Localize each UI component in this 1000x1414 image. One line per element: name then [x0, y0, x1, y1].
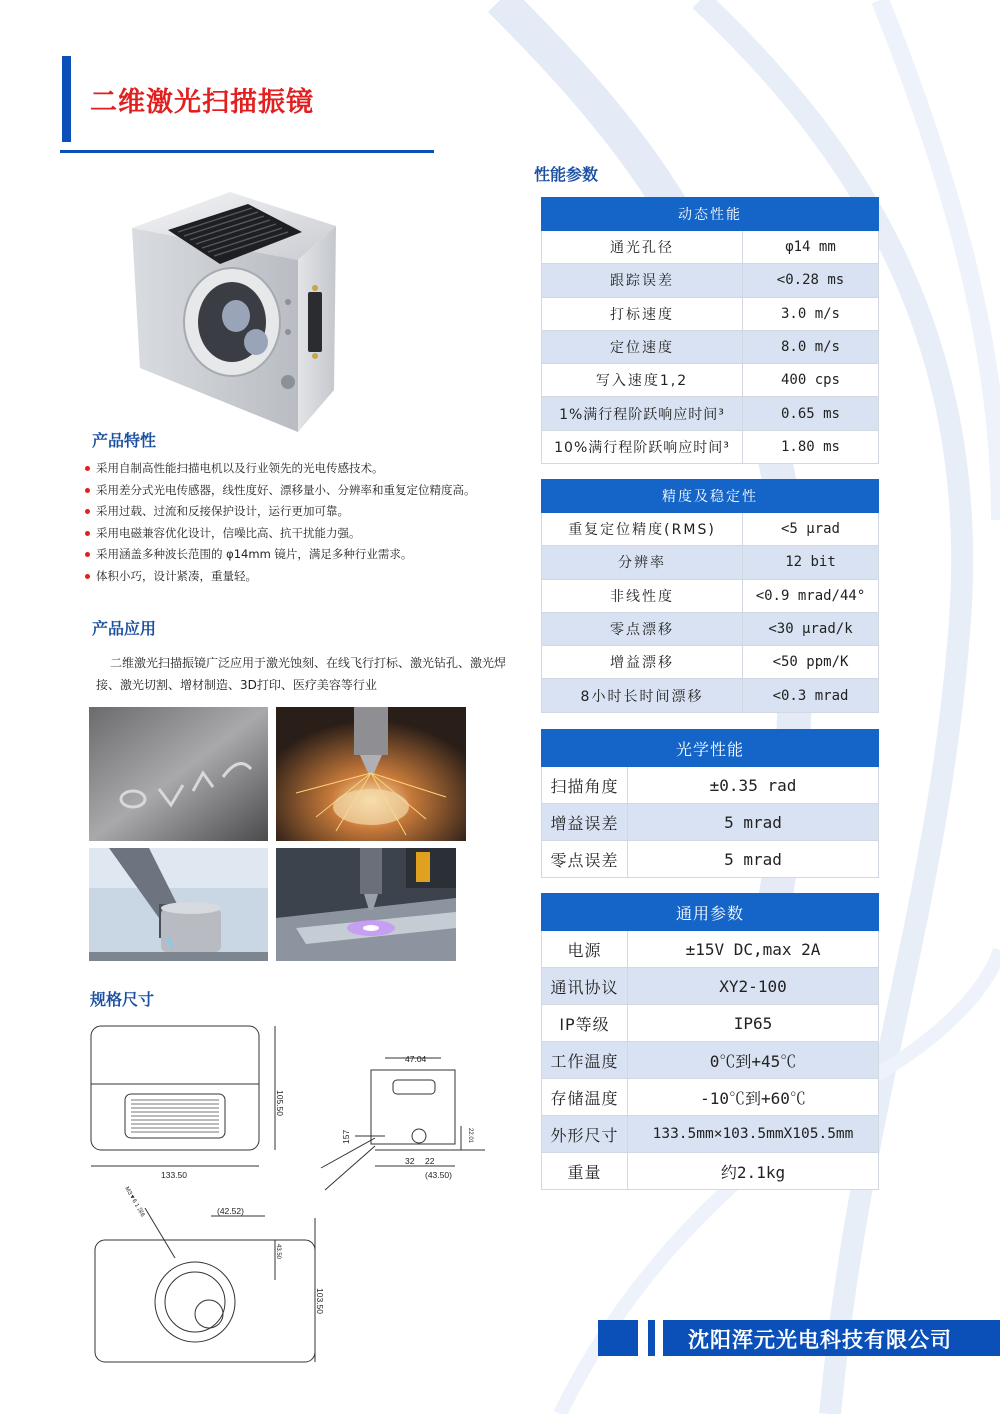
table-row	[542, 679, 879, 712]
table-row	[542, 364, 879, 397]
table-cell: 0.65 ms	[743, 397, 879, 430]
list-item: 采用涵盖多种波长范围的 φ14mm 镜片，满足多种行业需求。	[84, 544, 524, 566]
table-cell: 1.80 ms	[743, 430, 879, 463]
table-cell: 1%满行程阶跃响应时间³	[542, 397, 743, 430]
table-cell: 电源	[542, 931, 628, 968]
table-cell: <0.3 mrad	[743, 679, 879, 712]
applications-text: 二维激光扫描振镜广泛应用于激光蚀刻、在线飞行打标、激光钻孔、激光焊接、激光切割、增材制造、3D打印、医疗美容等行业	[96, 656, 507, 692]
table-cell: 跟踪误差	[542, 264, 743, 297]
dimensions-heading: 规格尺寸	[90, 990, 155, 1009]
list-item: 采用自制高性能扫描电机以及行业领先的光电传感技术。	[84, 458, 524, 480]
table-row	[542, 546, 879, 579]
laser-welding-photo	[89, 848, 268, 961]
table-cell: 零点漂移	[542, 612, 743, 645]
table-row	[542, 646, 879, 679]
laser-cutting-photo	[276, 707, 466, 841]
table-cell: 写入速度1,2	[542, 364, 743, 397]
table-row	[542, 1079, 879, 1116]
footer-accent-bar	[598, 1320, 638, 1356]
galvo-scanner-product-image	[128, 192, 338, 432]
table-row	[542, 612, 879, 645]
precision-stability-table	[541, 479, 878, 713]
table-cell: IP等级	[542, 1005, 628, 1042]
table-cell: <0.28 ms	[743, 264, 879, 297]
table-cell: 5 mrad	[628, 804, 879, 841]
table-row	[542, 841, 879, 878]
table-cell: 分辨率	[542, 546, 743, 579]
table-cell: 0℃到+45℃	[628, 1042, 879, 1079]
list-item: 采用差分式光电传感器，线性度好、漂移量小、分辨率和重复定位精度高。	[84, 480, 524, 502]
features-list	[84, 458, 524, 587]
dim-label: (42.52)	[217, 1206, 244, 1216]
table-row	[542, 1116, 879, 1153]
table-cell: 约2.1kg	[628, 1153, 879, 1190]
table-cell: ±0.35 rad	[628, 767, 879, 804]
table-cell: 重复定位精度(RMS)	[542, 513, 743, 546]
dim-label: 22.01	[467, 1128, 473, 1144]
table-cell: 3.0 m/s	[743, 297, 879, 330]
list-item: 采用电磁兼容优化设计，信噪比高、抗干扰能力强。	[84, 523, 524, 545]
table-row	[542, 931, 879, 968]
dim-label: 105.50	[275, 1090, 285, 1116]
table-cell: 10%满行程阶跃响应时间³	[542, 430, 743, 463]
table-row	[542, 579, 879, 612]
table-row	[542, 513, 879, 546]
list-item: 采用过载、过流和反接保护设计，运行更加可靠。	[84, 501, 524, 523]
table-cell: 工作温度	[542, 1042, 628, 1079]
dynamic-performance-table	[541, 197, 878, 464]
dim-label: 133.50	[161, 1170, 187, 1180]
table-row	[542, 264, 879, 297]
table-cell: <0.9 mrad/44°	[743, 579, 879, 612]
specs-heading: 性能参数	[534, 165, 599, 184]
dim-label: 157	[341, 1129, 351, 1144]
table-cell: 通讯协议	[542, 968, 628, 1005]
table-row	[542, 968, 879, 1005]
table-row	[542, 1153, 879, 1190]
general-parameters-table	[541, 893, 878, 1190]
table-cell: 12 bit	[743, 546, 879, 579]
table-header: 精度及稳定性	[542, 480, 879, 513]
dim-label: M3▼6 1 深6	[123, 1186, 146, 1219]
optical-performance-table	[541, 729, 878, 878]
table-cell: 通光孔径	[542, 231, 743, 264]
table-cell: XY2-100	[628, 968, 879, 1005]
table-cell: 定位速度	[542, 330, 743, 363]
table-header: 动态性能	[542, 198, 879, 231]
table-row	[542, 1042, 879, 1079]
table-cell: 零点误差	[542, 841, 628, 878]
table-row	[542, 804, 879, 841]
applications-heading: 产品应用	[92, 619, 157, 638]
table-row	[542, 297, 879, 330]
list-item: 体积小巧，设计紧凑，重量轻。	[84, 566, 524, 588]
table-cell: 8.0 m/s	[743, 330, 879, 363]
table-cell: 扫描角度	[542, 767, 628, 804]
table-cell: 8小时长时间漂移	[542, 679, 743, 712]
table-cell: 增益误差	[542, 804, 628, 841]
laser-etching-photo	[89, 707, 268, 841]
table-cell: 5 mrad	[628, 841, 879, 878]
table-header: 光学性能	[542, 730, 879, 767]
table-row	[542, 767, 879, 804]
table-row	[542, 231, 879, 264]
table-cell: 133.5mm×103.5mmX105.5mm	[628, 1116, 879, 1153]
dim-label: 32	[405, 1156, 415, 1166]
page-title: 二维激光扫描振镜	[90, 87, 314, 118]
table-cell: 打标速度	[542, 297, 743, 330]
table-header: 通用参数	[542, 894, 879, 931]
dimension-drawings	[85, 1018, 485, 1368]
dim-label: 43.50	[275, 1244, 281, 1260]
table-cell: 重量	[542, 1153, 628, 1190]
laser-marking-photo	[276, 848, 456, 961]
table-cell: <50 ppm/K	[743, 646, 879, 679]
table-row	[542, 1005, 879, 1042]
table-row	[542, 330, 879, 363]
dim-label: 22	[425, 1156, 435, 1166]
dim-label: 103.50	[315, 1288, 325, 1314]
footer-accent-bar	[648, 1320, 655, 1356]
table-cell: 外形尺寸	[542, 1116, 628, 1153]
title-accent-bar	[62, 56, 71, 142]
dim-label: (43.50)	[425, 1170, 452, 1180]
table-cell: <30 μrad/k	[743, 612, 879, 645]
table-cell: 400 cps	[743, 364, 879, 397]
dim-label: 47.04	[405, 1054, 427, 1064]
table-row	[542, 430, 879, 463]
features-heading: 产品特性	[92, 431, 157, 450]
title-underline	[60, 150, 434, 153]
table-cell: ±15V DC,max 2A	[628, 931, 879, 968]
table-cell: -10℃到+60℃	[628, 1079, 879, 1116]
table-cell: 存储温度	[542, 1079, 628, 1116]
table-cell: <5 μrad	[743, 513, 879, 546]
table-cell: IP65	[628, 1005, 879, 1042]
company-name: 沈阳浑元光电科技有限公司	[688, 1328, 952, 1352]
table-cell: 增益漂移	[542, 646, 743, 679]
table-cell: 非线性度	[542, 579, 743, 612]
table-cell: φ14 mm	[743, 231, 879, 264]
table-row	[542, 397, 879, 430]
